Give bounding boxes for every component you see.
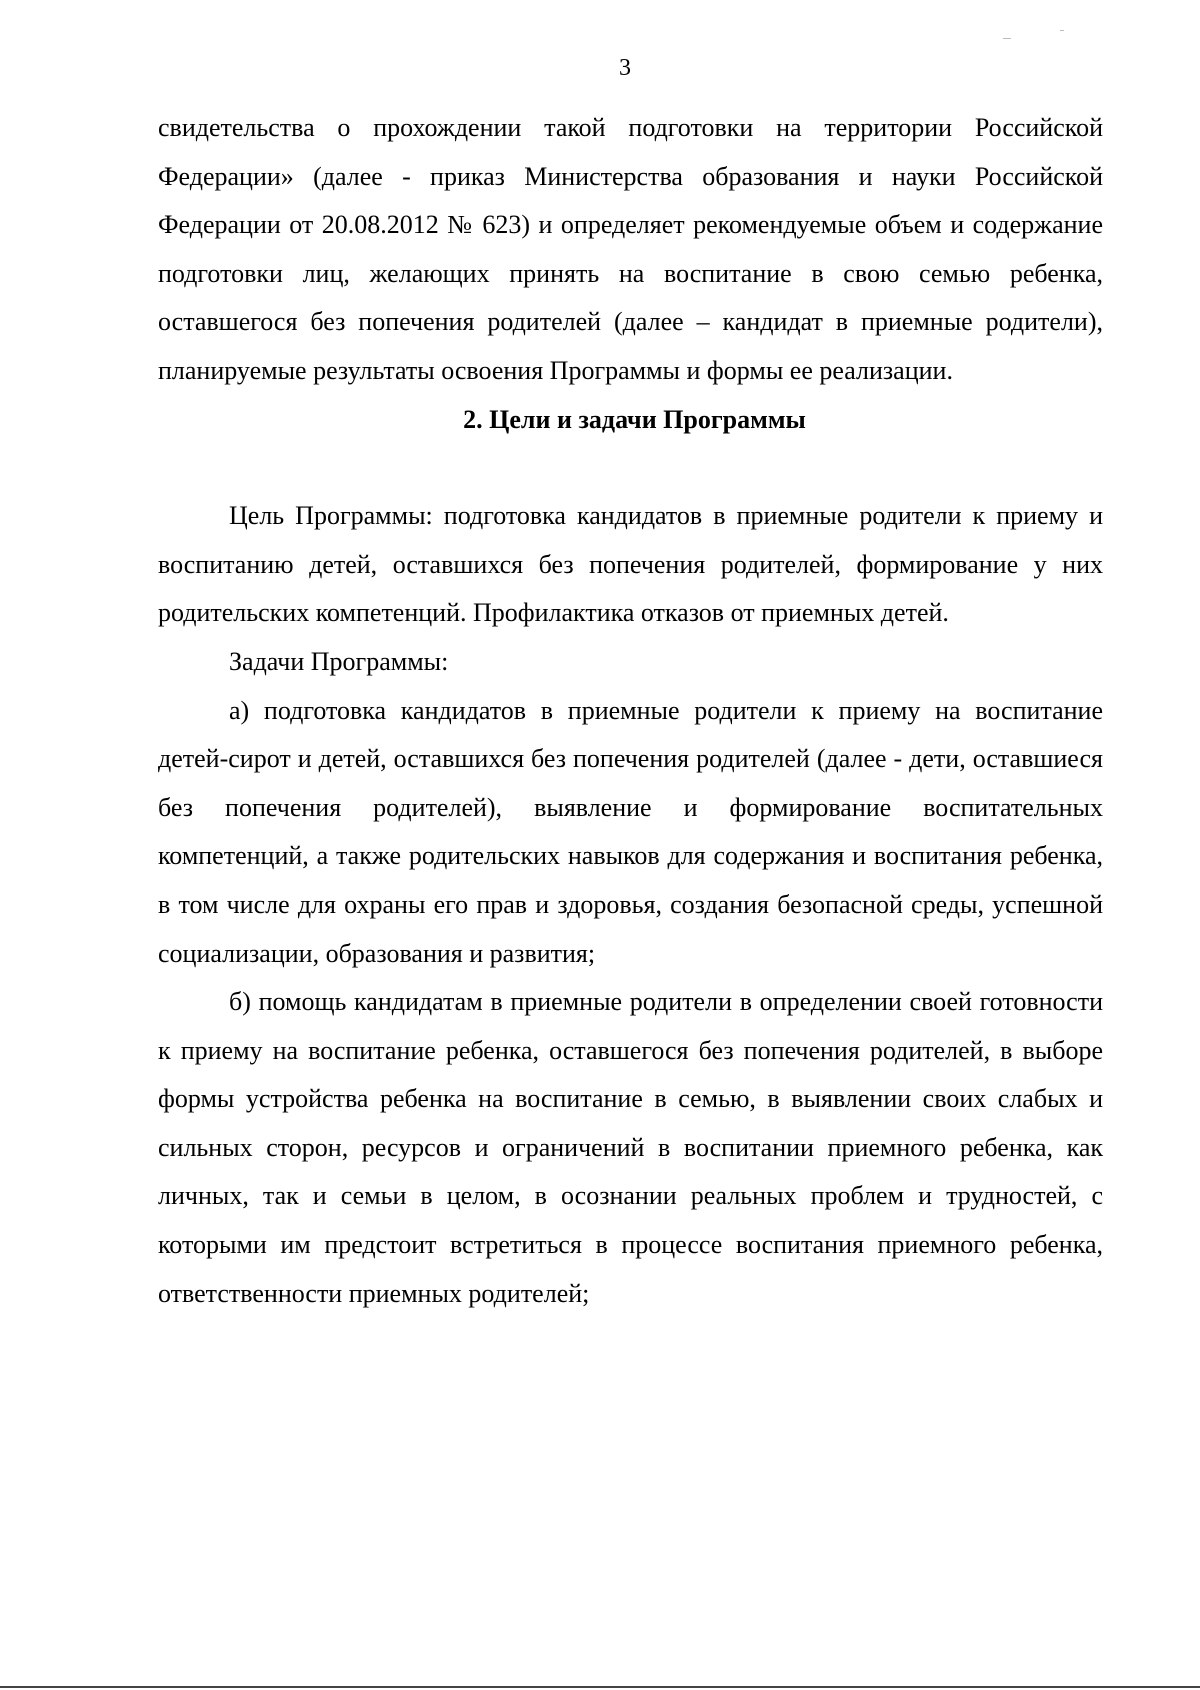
intro-paragraph: свидетельства о прохождении такой подготовки на территории Российской Федерации» (далее - приказ Министерства образования и науки Российской Федерации от 20.08.2012 № 623) и определяет рекомендуемые объем и содержание подготовки лиц, желающих принять на воспитание в свою семью ребенка, оставшегося без попечения родителей (далее – кандидат в приемные родители), планируемые результаты освоения Программы и формы ее реализации. <box>158 113 1103 385</box>
task-b-paragraph: б) помощь кандидатам в приемные родители в определении своей готовности к приему на воспитание ребенка, оставшегося без попечения родителей, в выборе формы устройства ребенка на воспитание в семью, в выявлении своих слабых и сильных сторон, ресурсов и ограничений в воспитании приемного ребенка, как личных, так и семьи в целом, в осознании реальных проблем и трудностей, с которыми им предстоит встретиться в процессе воспитания приемного ребенка, ответственности приемных родителей; <box>158 987 1103 1308</box>
document-body <box>158 104 1103 1318</box>
heading-spacer <box>158 444 1103 492</box>
page-number: 3 <box>619 55 631 81</box>
section-heading: 2. Цели и задачи Программы <box>463 404 806 434</box>
scan-speck <box>1060 30 1064 31</box>
goal-paragraph: Цель Программы: подготовка кандидатов в приемные родители к приему и воспитанию детей, оставшихся без попечения родителей, формирование у них родительских компетенций. Профилактика отказов от приемных детей. <box>158 501 1103 628</box>
task-a-paragraph: а) подготовка кандидатов в приемные родители к приему на воспитание детей-сирот и детей, оставшихся без попечения родителей (далее - дети, оставшиеся без попечения родителей), выявление и формирование воспитательных компетенций, а также родительских навыков для содержания и воспитания ребенка, в том числе для охраны его прав и здоровья, создания безопасной среды, успешной социализации, образования и развития; <box>158 695 1103 968</box>
tasks-intro: Задачи Программы: <box>229 646 449 676</box>
scan-speck <box>1003 38 1011 39</box>
scan-edge-line <box>0 1686 1200 1688</box>
